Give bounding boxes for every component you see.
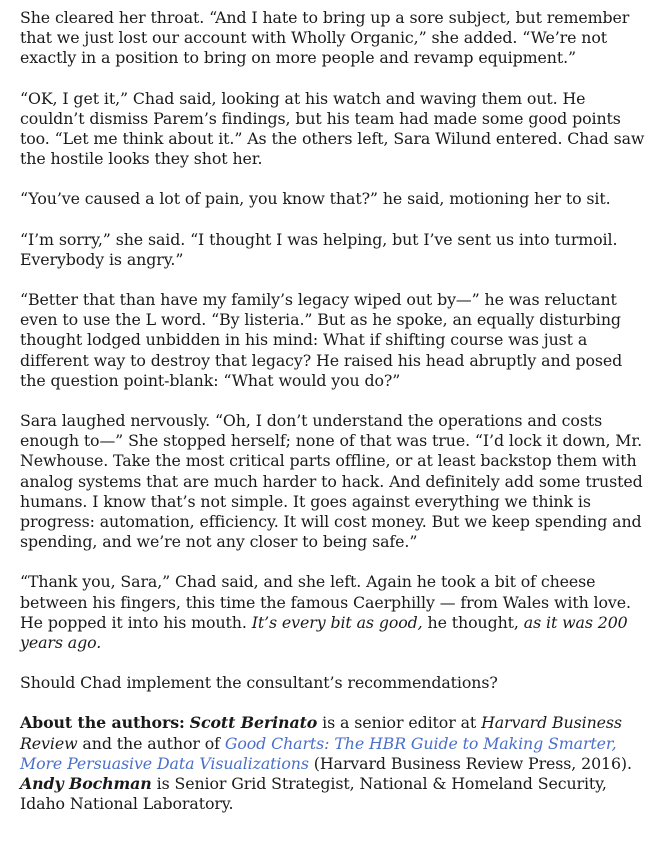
paragraph-5: “Better that than have my family’s legacy wiped out by—” he was reluctant even to use the L word. “By listeria.” But as he spoke, an equally disturbing thought lodged unbidden in his mind: What if shifting course was just a different way to destroy that legacy? He raised his head abruptly and posed the question point-blank: “What would you do?” [20, 290, 623, 390]
publication-name: Harvard Business Review [20, 713, 622, 753]
paragraph-7-text-a: “Thank you, Sara,” Chad said, and she left. Again he took a bit of cheese between his fingers, this time the famous Caerphilly — from Wales with love. He popped it into his mouth. [20, 572, 631, 632]
author-1-text-b: and the author of [77, 733, 225, 753]
paragraph-2: “OK, I get it,” Chad said, looking at his watch and waving them out. He couldn’t dismiss Parem’s findings, but his team had made some good points too. “Let me think about it.” As the others left, Sara Wilund entered. Chad saw the hostile looks they shot her. [20, 88, 645, 169]
book-link[interactable]: Good Charts: The HBR Guide to Making Smarter, More Persuasive Data Visualizations [20, 733, 617, 773]
about-the-authors [20, 713, 648, 814]
discussion-question: Should Chad implement the consultant’s recommendations? [20, 673, 498, 693]
about-heading: About the authors: [20, 713, 185, 733]
author-1-text-a: is a senior editor at [317, 713, 482, 733]
paragraph-7-text-b: he thought, [422, 612, 524, 632]
author-1-name: Scott Berinato [189, 713, 318, 733]
paragraph-6: Sara laughed nervously. “Oh, I don’t understand the operations and costs enough to—” She stopped herself; none of that was true. “I’d lock it down, Mr. Newhouse. Take the most critical parts offline, or at least backstop them with analog systems that are much harder to hack. And definitely add some trusted humans. I know that’s not simple. It goes against everything we think is progress: automation, efficiency. It will cost money. But we keep spending and spending, and we’re not any closer to being safe.” [20, 411, 643, 552]
paragraph-4: “I’m sorry,” she said. “I thought I was helping, but I’ve sent us into turmoil. Everybody is angry.” [20, 229, 618, 269]
paragraph-1: She cleared her throat. “And I hate to bring up a sore subject, but remember that we just lost our account with Wholly Organic,” she added. “We’re not exactly in a position to bring on more people and revamp equipment.” [20, 8, 630, 68]
paragraph-7-italic-a: It’s every bit as good, [251, 612, 423, 632]
author-2-name: Andy Bochman [20, 774, 152, 794]
author-1-text-c: (Harvard Business Review Press, 2016). [308, 753, 632, 773]
author-2-text: is Senior Grid Strategist, National & Homeland Security, Idaho National Laboratory. [20, 774, 607, 814]
paragraph-3: “You’ve caused a lot of pain, you know that?” he said, motioning her to sit. [20, 189, 611, 209]
paragraph-7 [20, 572, 648, 653]
paragraph-7-italic-b: as it was 200 years ago. [20, 612, 628, 653]
